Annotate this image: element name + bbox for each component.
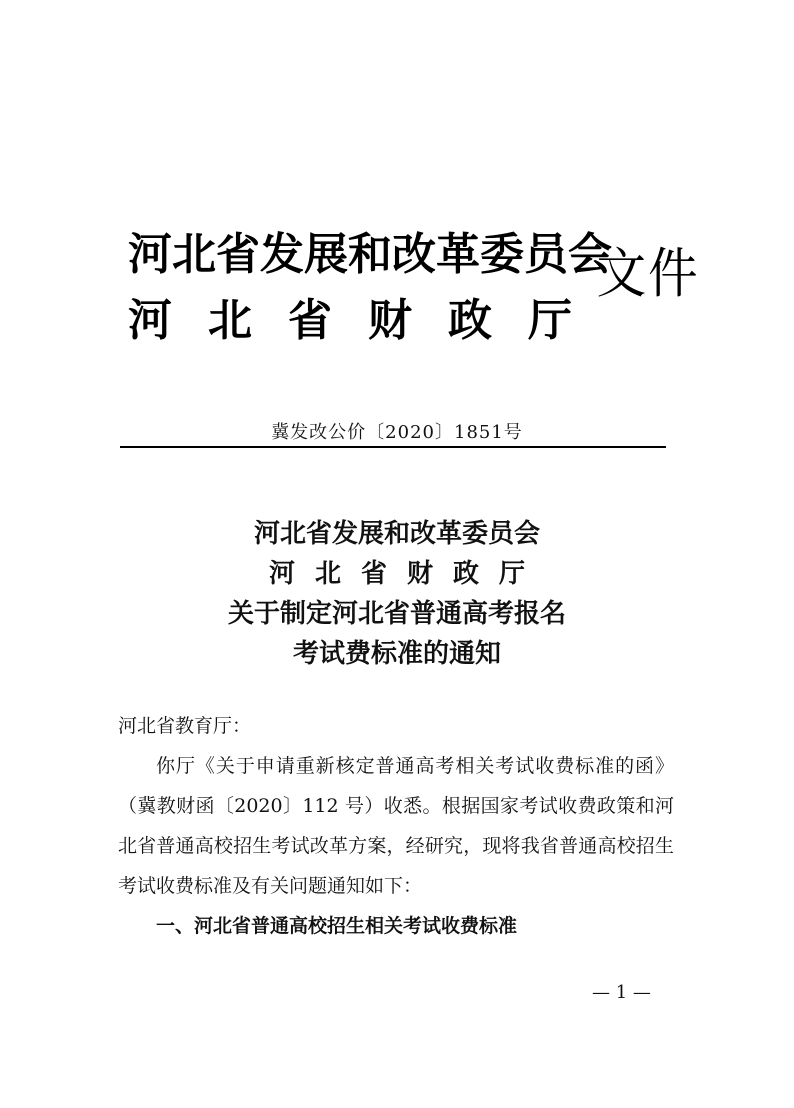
issuer-name-finance: 河北省财政厅 xyxy=(128,295,608,346)
header-divider xyxy=(120,446,666,448)
notice-body xyxy=(118,706,674,946)
title-line-1: 河北省发展和改革委员会 xyxy=(253,519,540,549)
title-line-2: 河北省财政厅 xyxy=(268,559,545,589)
body-paragraph: 你厅《关于申请重新核定普通高考相关考试收费标准的函》（冀教财函〔2020〕112 号）收悉。根据国家考试收费政策和河北省普通高校招生考试改革方案，经研究，现将我省普通高校招生考试收费标准及有关问题通知如下： xyxy=(118,755,674,897)
salutation: 河北省教育厅： xyxy=(118,715,252,737)
issuer-name-development-reform: 河北省发展和改革委员会 xyxy=(128,229,612,280)
page-number: — 1 — xyxy=(592,982,651,1003)
file-label: 文件 xyxy=(596,242,700,305)
title-line-4: 考试费标准的通知 xyxy=(292,639,501,669)
document-number: 冀发改公价〔2020〕1851号 xyxy=(271,422,523,443)
title-line-3: 关于制定河北省普通高考报名 xyxy=(227,599,566,629)
section-heading: 一、河北省普通高校招生相关考试收费标准 xyxy=(156,915,518,937)
notice-title xyxy=(0,514,794,674)
